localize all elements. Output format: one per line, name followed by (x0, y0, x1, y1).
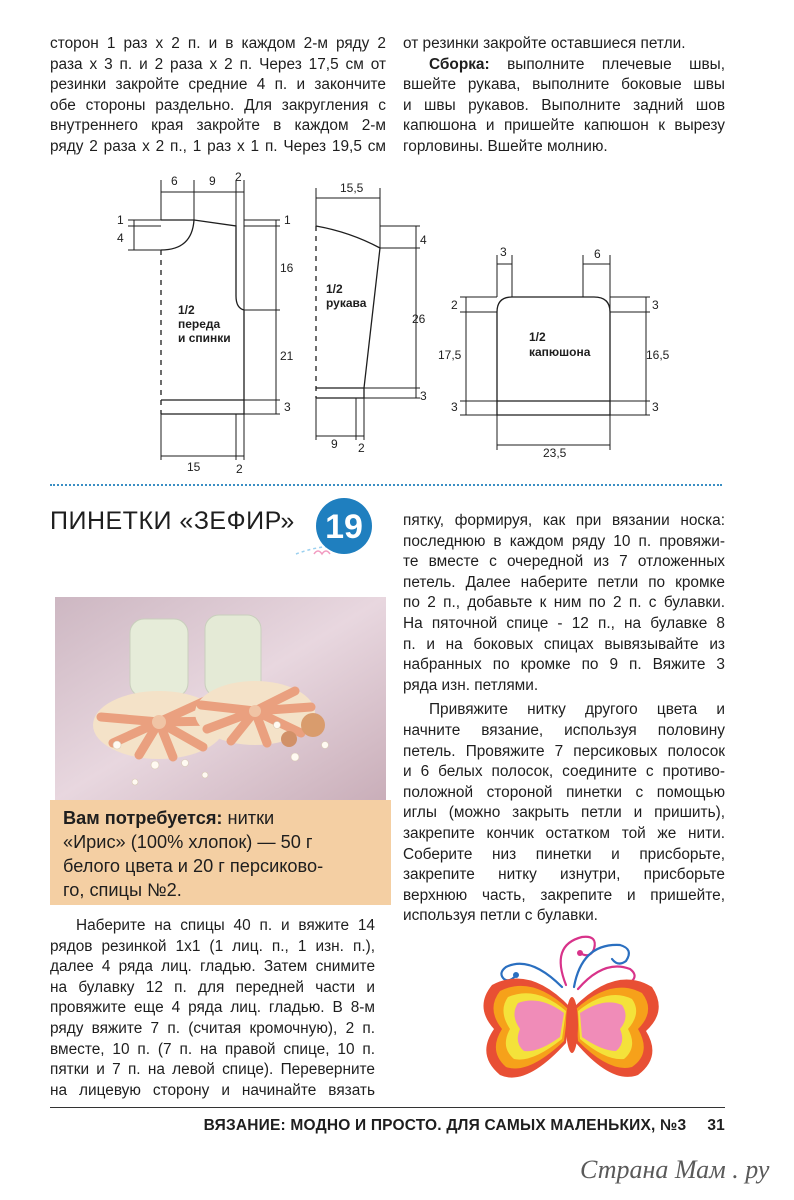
text-line: иглы (можно закрыть петли и пришить), (403, 804, 725, 822)
text-line: по 2 п., добавьте к ним по 2 п. с булавки. (403, 594, 725, 612)
text-line: п. и на боковых спицах вывязывайте из (403, 635, 725, 653)
text-line: Привяжите нитку другого цвета и (429, 701, 725, 719)
text-line: верхнюю часть, закрепите и пришейте, (403, 886, 725, 904)
butterfly-icon (470, 915, 670, 1090)
text-line: пятки и 7 п. на левой спице). Переверните (50, 1061, 375, 1079)
materials-line: белого цвета и 20 г персиково- (63, 856, 324, 876)
text-line: закрепите кончик остатком той же нити. (403, 824, 725, 842)
text-line: вшейте рукава, выполните боковые швы (403, 76, 725, 94)
sleeve-dim-right-2: 26 (412, 312, 426, 326)
text-line: Соберите низ пинетки и присборьте, (403, 845, 725, 863)
hood-dim-right-3: 3 (652, 400, 659, 414)
front-dim-right-3: 21 (280, 349, 294, 363)
page-number: 31 (707, 1117, 725, 1134)
front-dim-left-2: 4 (117, 231, 124, 245)
assembly-line (403, 55, 725, 76)
text-line: те вместе с очередной из 7 отложенных (403, 553, 725, 571)
top-right-text-block (403, 34, 725, 158)
hood-piece-label-1: 1/2 (529, 330, 546, 344)
text-line: Наберите на спицы 40 п. и вяжите 14 (76, 917, 375, 934)
sleeve-piece-label-1: 1/2 (326, 282, 343, 296)
front-piece-label-2: переда (178, 317, 221, 331)
text-line: от резинки закройте оставшиеся петли. (403, 35, 686, 52)
text-line: капюшона и пришейте капюшон к вырезу (403, 117, 725, 135)
page-footer (60, 1117, 725, 1135)
section-number-badge (292, 496, 380, 558)
assembly-label: Сборка: (429, 55, 490, 73)
text-line: набранных по кромке по 9 п. Вяжите 3 (403, 656, 725, 674)
assembly-first: выполните плечевые швы, (489, 55, 725, 73)
front-dim-top-2: 9 (209, 174, 216, 188)
pompom-icon (301, 713, 325, 737)
hood-dim-top-1: 3 (500, 245, 507, 259)
text-line: и швы рукавов. Выполните задний шов (403, 96, 725, 114)
materials-line: го, спицы №2. (63, 880, 182, 900)
text-line: провяжите еще 4 ряда лиц. гладью. В 8-м (50, 999, 375, 1017)
materials-first: нитки (222, 808, 275, 828)
text-line: ряду 2 раза х 2 п., 1 раз х 1 п. Через 19,5 см (50, 137, 386, 155)
text-line: на булавку 12 п. для передней части и (50, 978, 375, 996)
text-line: резинки закройте средние 4 п. и закончите (50, 76, 386, 94)
diagrams-svg (0, 160, 794, 485)
text-line: ряду вяжите 7 п. (считая кромочную), 2 п. (50, 1019, 375, 1037)
text-line: горловины. Вшейте молнию. (403, 137, 608, 155)
text-line: петель. Далее наберите петли по кромке (403, 573, 725, 591)
front-piece-label-1: 1/2 (178, 303, 195, 317)
materials-line: «Ирис» (100% хлопок) — 50 г (63, 832, 313, 852)
hood-dim-right-2: 16,5 (646, 348, 670, 362)
hood-dim-right-1: 3 (652, 298, 659, 312)
front-dim-bottom-1: 15 (187, 460, 201, 474)
pattern-diagrams (0, 160, 794, 485)
front-dim-right-2: 16 (280, 261, 294, 275)
text-line: используя петли с булавки. (403, 907, 598, 925)
text-line: далее 4 ряда лиц. гладью. Затем снимите (50, 958, 375, 976)
hood-dim-bottom: 23,5 (543, 446, 567, 460)
front-dim-right-1: 1 (284, 213, 291, 227)
front-dim-right-4: 3 (284, 400, 291, 414)
text-line: обе стороны раздельно. Для закругления с (50, 96, 386, 114)
front-dim-top-1: 6 (171, 174, 178, 188)
footer-title: ВЯЗАНИЕ: МОДНО И ПРОСТО. ДЛЯ САМЫХ МАЛЕНЬКИХ, №3 (203, 1117, 687, 1134)
text-line: на лицевую сторону и начинайте вязать (50, 1081, 375, 1099)
materials-line (63, 806, 381, 830)
sleeve-dim-top: 15,5 (340, 181, 364, 195)
materials-label: Вам потребуется: (63, 808, 223, 828)
text-line: начните вязание, используя половину (403, 721, 725, 739)
text-line: рядов резинкой 1х1 (1 лиц. п., 1 изн. п.), (50, 937, 375, 955)
front-piece-label-3: и спинки (178, 331, 231, 345)
text-line: закрепите нитку изнутри, присборьте (403, 866, 725, 884)
hood-dim-left-3: 3 (451, 400, 458, 414)
sleeve-piece-label-2: рукава (326, 296, 367, 310)
text-line: внутреннего края закройте в каждом 2-м (50, 117, 386, 135)
text-line: пятку, формируя, как при вязании носка: (403, 512, 725, 529)
text-line: На пяточной спице - 12 п., на булавке 8 (403, 614, 725, 632)
site-watermark: Страна Мам . ру (580, 1155, 770, 1184)
section-divider (50, 484, 722, 486)
sleeve-dim-right-3: 3 (420, 389, 427, 403)
sleeve-dim-right-1: 4 (420, 233, 427, 247)
instructions-right (403, 511, 725, 927)
hood-piece-label-2: капюшона (529, 345, 591, 359)
hood-dim-left-2: 17,5 (438, 348, 462, 362)
top-left-text-block (50, 34, 386, 158)
front-dim-top-3: 2 (235, 170, 242, 184)
instructions-left (50, 916, 375, 1101)
text-line: петель. Провяжите 7 персиковых полосок (403, 742, 725, 760)
text-line: сторон 1 раз х 2 п. и в каждом 2-м ряду 2 (50, 35, 386, 52)
text-line: раза х 3 п. и 2 раза х 2 п. Через 17,5 см от (50, 55, 386, 73)
swirl-decoration-icon (314, 551, 330, 554)
section-title: ПИНЕТКИ «ЗЕФИР» (50, 507, 295, 535)
sleeve-dim-bottom-2: 2 (358, 441, 365, 455)
front-dim-bottom-2: 2 (236, 462, 243, 476)
sleeve-dim-bottom-1: 9 (331, 437, 338, 451)
footer-rule (50, 1107, 725, 1108)
front-dim-left-1: 1 (117, 213, 124, 227)
text-line: ряда изн. петлями. (403, 676, 539, 694)
hood-dim-top-2: 6 (594, 247, 601, 261)
text-line: и 6 белых полосок, соедините с противо- (403, 763, 725, 781)
section-number: 19 (325, 508, 363, 546)
hood-dim-left-1: 2 (451, 298, 458, 312)
materials-text (63, 806, 381, 902)
sleeve-piece-outline (316, 188, 420, 440)
booties-photo (55, 597, 386, 800)
text-line: последнюю в каждом ряду 10 п. провяжи- (403, 532, 725, 550)
text-line: положной стороной пинетки с помощью (403, 783, 725, 801)
text-line: вместе, 10 п. (7 п. на правой спице, 10 п. (50, 1040, 375, 1058)
